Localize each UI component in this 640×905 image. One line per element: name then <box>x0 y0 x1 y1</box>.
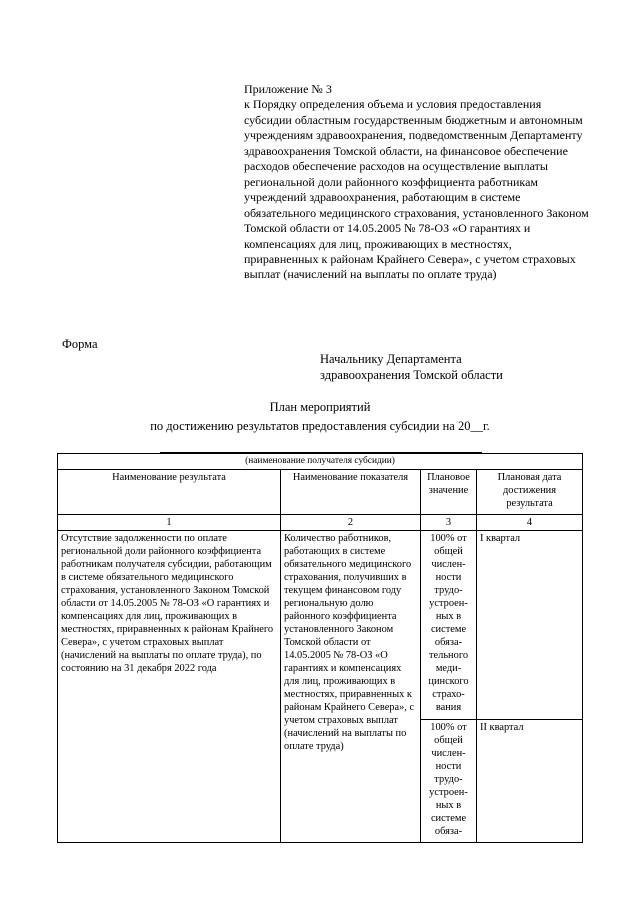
indicator-name-cell: Количество работников, работающих в системе обязательного медицинского страхования, получивших в текущем финансовом году региональную долю районного коэффициента установленного Законом Томской области от 14.05.2005 № 78-ОЗ «О гарантиях и компенсациях для лиц, проживающих в местностях, приравненных к районам Крайнего Севера», с учетом страховых выплат (начислений на выплаты по оплате труда) <box>281 531 421 843</box>
addressee-block <box>320 351 580 383</box>
appendix-text: к Порядку определения объема и условия предоставления субсидии областным государственным бюджетным и автономным учреждениям здравоохранения, подведомственным Департаменту здравоохранения Томской области, на финансовое обеспечение расходов обеспечение расходов на осуществление выплаты региональной доли районного коэффициента работникам учреждений здравоохранения, работающим в системе обязательного медицинского страхования, установленного Законом Томской области от 14.05.2005 № 78-ОЗ «О гарантиях и компенсациях для лиц, проживающих в местностях, приравненных к районам Крайнего Севера», с учетом страховых выплат (начислений на выплаты по оплате труда) <box>244 97 589 282</box>
planned-date-cell: II квартал <box>477 720 583 843</box>
column-number: 2 <box>281 515 421 531</box>
appendix-heading: Приложение № 3 <box>244 82 332 96</box>
plan-table <box>57 453 583 843</box>
header-planned-date: Плановая дата достижения результата <box>477 470 583 515</box>
header-result-name: Наименование результата <box>58 470 281 515</box>
result-name-cell: Отсутствие задолженности по оплате региональной доли районного коэффициента работникам получателя субсидии, работающим в системе обязательного медицинского страхования, установленного Законом Томской области от 14.05.2005 № 78-ОЗ «О гарантиях и компенсациях для лиц, проживающих в местностях, приравненных к районам Крайнего Севера», с учетом страховых выплат (начислений на выплаты по оплате труда), по состоянию на 31 декабря 2022 года <box>58 531 281 843</box>
addressee-line-1: Начальнику Департамента <box>320 352 462 366</box>
plan-subtitle: по достижению результатов предоставления субсидии на 20__г. <box>150 419 490 433</box>
recipient-caption: (наименование получателя субсидии) <box>58 454 583 470</box>
addressee-line-2: здравоохранения Томской области <box>320 368 503 382</box>
planned-date-cell: I квартал <box>477 531 583 720</box>
table-row <box>58 531 583 720</box>
planned-value-cell: 100% от общей числен-ности трудо-устроен-ных в системе обяза- <box>421 720 477 843</box>
column-number: 1 <box>58 515 281 531</box>
planned-value-cell: 100% от общей числен-ности трудо-устроен-ных в системе обяза-тельного меди-цинского страхо-вания <box>421 531 477 720</box>
column-number: 4 <box>477 515 583 531</box>
column-number: 3 <box>421 515 477 531</box>
column-number-row <box>58 515 583 531</box>
header-indicator-name: Наименование показателя <box>281 470 421 515</box>
appendix-block <box>244 82 589 283</box>
table-header-row <box>58 470 583 515</box>
table-caption-row <box>58 454 583 470</box>
header-planned-value: Плановое значение <box>421 470 477 515</box>
plan-title: План мероприятий <box>269 400 371 414</box>
form-label: Форма <box>62 337 98 351</box>
